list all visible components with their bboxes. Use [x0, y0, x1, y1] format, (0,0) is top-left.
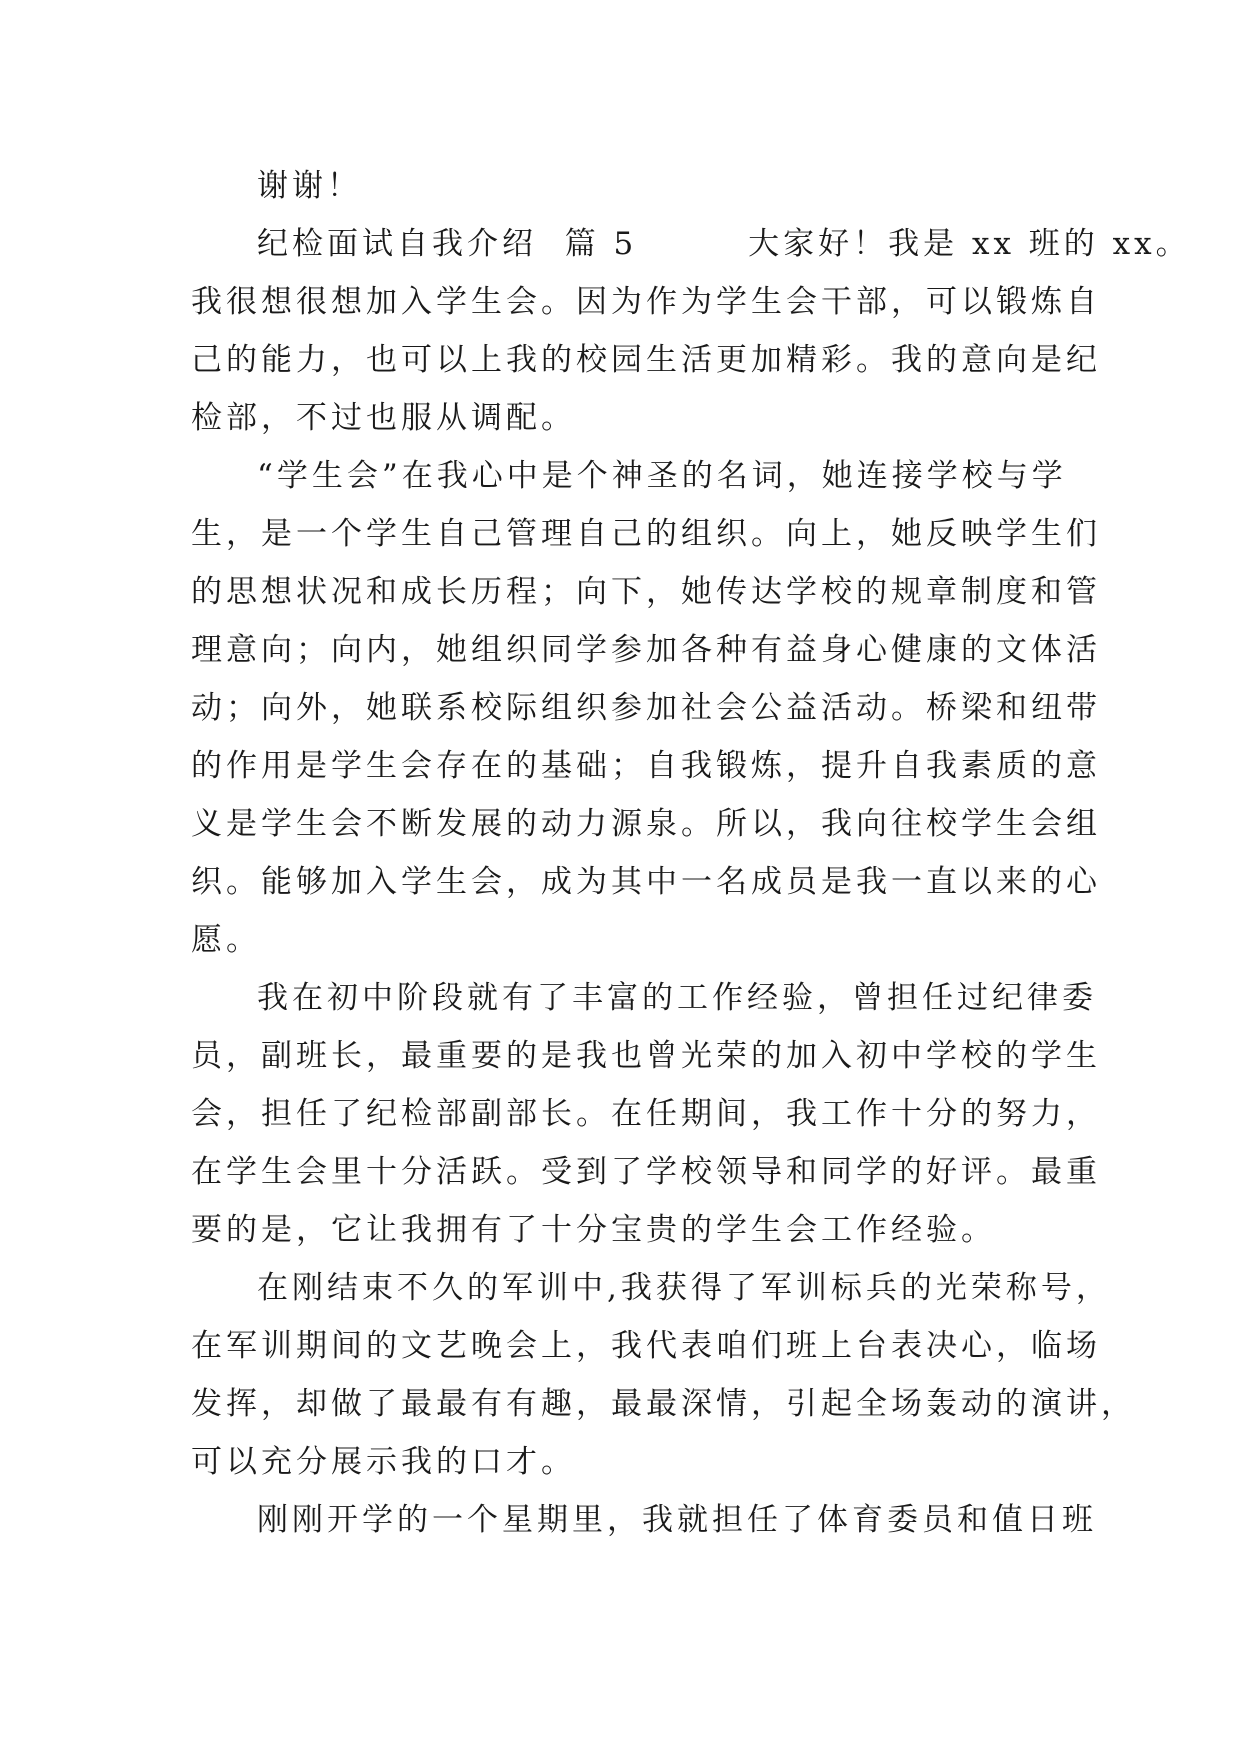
text-line: 我很想很想加入学生会。因为作为学生会干部，可以锻炼自 — [191, 284, 1101, 320]
text-line: 会，担任了纪检部副部长。在任期间，我工作十分的努力， — [191, 1096, 1101, 1132]
text-line: 动；向外，她联系校际组织参加社会公益活动。桥梁和纽带 — [191, 690, 1101, 726]
text-line: 我在初中阶段就有了丰富的工作经验，曾担任过纪律委 — [257, 980, 1097, 1016]
text-line: 员，副班长，最重要的是我也曾光荣的加入初中学校的学生 — [191, 1038, 1101, 1074]
text-line: “学生会”在我心中是个神圣的名词，她连接学校与学 — [257, 458, 1067, 494]
text-line: 可以充分展示我的口才。 — [191, 1444, 576, 1480]
text-line: 在学生会里十分活跃。受到了学校领导和同学的好评。最重 — [191, 1154, 1101, 1190]
text-line: 己的能力，也可以上我的校园生活更加精彩。我的意向是纪 — [191, 342, 1101, 378]
text-line: 发挥，却做了最最有有趣，最最深情，引起全场轰动的演讲， — [191, 1386, 1136, 1422]
text-line: 的思想状况和成长历程；向下，她传达学校的规章制度和管 — [191, 574, 1101, 610]
text-line: 谢谢！ — [257, 168, 362, 204]
text-line: 的作用是学生会存在的基础；自我锻炼，提升自我素质的意 — [191, 748, 1101, 784]
text-line: 义是学生会不断发展的动力源泉。所以，我向往校学生会组 — [191, 806, 1101, 842]
text-line: 要的是，它让我拥有了十分宝贵的学生会工作经验。 — [191, 1212, 996, 1248]
text-line: 理意向；向内，她组织同学参加各种有益身心健康的文体活 — [191, 632, 1101, 668]
text-line: 检部，不过也服从调配。 — [191, 400, 576, 436]
text-line: 生，是一个学生自己管理自己的组织。向上，她反映学生们 — [191, 516, 1101, 552]
text-line: 刚刚开学的一个星期里，我就担任了体育委员和值日班 — [257, 1502, 1097, 1538]
text-line: 纪检面试自我介绍 篇 5 大家好！我是 xx 班的 xx。 — [257, 226, 1191, 262]
text-line: 织。能够加入学生会，成为其中一名成员是我一直以来的心 — [191, 864, 1101, 900]
text-line: 在军训期间的文艺晚会上，我代表咱们班上台表决心，临场 — [191, 1328, 1101, 1364]
text-line: 愿。 — [191, 922, 261, 958]
text-line: 在刚结束不久的军训中,我获得了军训标兵的光荣称号， — [257, 1270, 1111, 1306]
